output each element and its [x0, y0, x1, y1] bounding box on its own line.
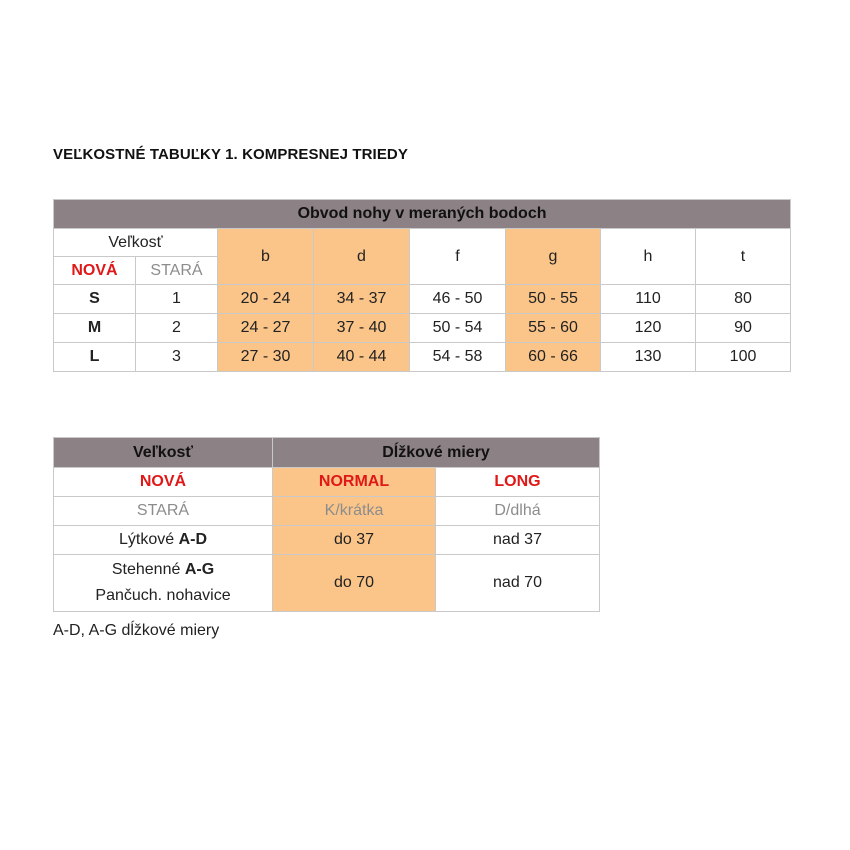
length-measures-table: [53, 437, 600, 612]
new-size-cell: M: [54, 314, 136, 343]
table-row: [54, 555, 600, 612]
column-header-g: g: [506, 229, 601, 285]
normal-label: NORMAL: [273, 468, 436, 497]
column-header-f: f: [410, 229, 506, 285]
column-header-d: d: [314, 229, 410, 285]
value-cell-d: 37 - 40: [314, 314, 410, 343]
value-cell-f: 54 - 58: [410, 343, 506, 372]
value-cell-g: 60 - 66: [506, 343, 601, 372]
value-cell-h: 120: [601, 314, 696, 343]
length-header: Dĺžkové miery: [273, 438, 600, 468]
size-header: Veľkosť: [54, 438, 273, 468]
new-size-label: NOVÁ: [54, 468, 273, 497]
old-size-label: STARÁ: [54, 497, 273, 526]
new-size-header: NOVÁ: [54, 257, 136, 285]
thigh-label: [54, 555, 273, 612]
value-cell-b: 20 - 24: [218, 285, 314, 314]
old-size-cell: 2: [136, 314, 218, 343]
table-row: [54, 526, 600, 555]
old-size-header: STARÁ: [136, 257, 218, 285]
value-cell-f: 50 - 54: [410, 314, 506, 343]
value-cell-b: 24 - 27: [218, 314, 314, 343]
thigh-range: A-G: [184, 561, 215, 578]
normal-old-label: K/krátka: [273, 497, 436, 526]
value-cell-d: 40 - 44: [314, 343, 410, 372]
calf-long-value: nad 37: [436, 526, 600, 555]
value-cell-f: 46 - 50: [410, 285, 506, 314]
value-cell-g: 55 - 60: [506, 314, 601, 343]
thigh-long-value: nad 70: [436, 555, 600, 612]
table-row: [54, 343, 791, 372]
value-cell-t: 90: [696, 314, 791, 343]
value-cell-t: 80: [696, 285, 791, 314]
calf-normal-value: do 37: [273, 526, 436, 555]
pantyhose-text: Pančuch. nohavice: [95, 587, 231, 604]
leg-circumference-table: [53, 199, 791, 372]
value-cell-h: 130: [601, 343, 696, 372]
old-size-cell: 3: [136, 343, 218, 372]
calf-label: [54, 526, 273, 555]
table-row: [54, 314, 791, 343]
long-old-label: D/dlhá: [436, 497, 600, 526]
thigh-text: Stehenné: [111, 561, 185, 578]
new-size-cell: L: [54, 343, 136, 372]
footnote: A-D, A-G dĺžkové miery: [53, 622, 220, 639]
value-cell-h: 110: [601, 285, 696, 314]
value-cell-t: 100: [696, 343, 791, 372]
page-title: VEĽKOSTNÉ TABUĽKY 1. KOMPRESNEJ TRIEDY: [53, 146, 408, 163]
new-size-cell: S: [54, 285, 136, 314]
circumference-table-title: Obvod nohy v meraných bodoch: [54, 200, 791, 229]
calf-range: A-D: [178, 531, 208, 548]
value-cell-g: 50 - 55: [506, 285, 601, 314]
thigh-normal-value: do 70: [273, 555, 436, 612]
calf-text: Lýtkové: [118, 531, 179, 548]
column-header-h: h: [601, 229, 696, 285]
size-header: Veľkosť: [54, 229, 218, 257]
value-cell-b: 27 - 30: [218, 343, 314, 372]
column-header-t: t: [696, 229, 791, 285]
column-header-b: b: [218, 229, 314, 285]
long-label: LONG: [436, 468, 600, 497]
table-row: [54, 285, 791, 314]
value-cell-d: 34 - 37: [314, 285, 410, 314]
old-size-cell: 1: [136, 285, 218, 314]
